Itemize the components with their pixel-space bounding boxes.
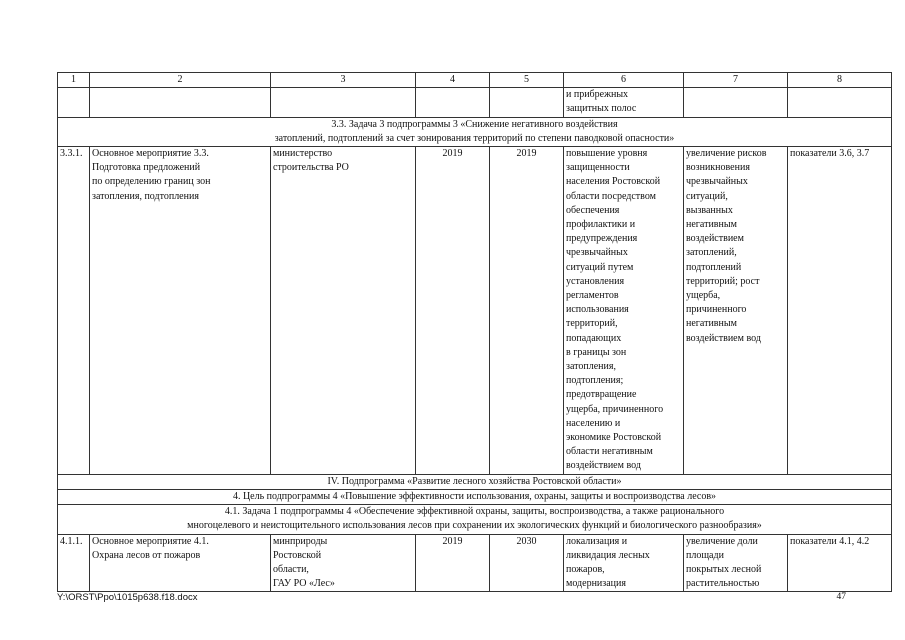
col-num-3: 3 <box>271 73 416 88</box>
expected-result: локализация и ликвидация лесных пожаров, модернизация <box>564 534 684 592</box>
cell <box>271 88 416 117</box>
section-row <box>58 489 892 504</box>
activity-name: Основное мероприятие 3.3. Подготовка предложений по определению границ зон затопления, подтопления <box>90 147 271 475</box>
cell <box>90 88 271 117</box>
indicators: показатели 3.6, 3.7 <box>788 147 892 475</box>
continuation-row <box>58 88 892 117</box>
col-num-2: 2 <box>90 73 271 88</box>
section-4-1-heading: 4.1. Задача 1 подпрограммы 4 «Обеспечение эффективной охраны, защиты, воспроизводства, а также рационального многоцелевого и неистощительного использования лесов при сохранении их экологических функций и биологического разнообразия» <box>58 505 892 534</box>
program-table <box>57 72 892 592</box>
start-year: 2019 <box>416 147 490 475</box>
col-num-1: 1 <box>58 73 90 88</box>
executor: министерство строительства РО <box>271 147 416 475</box>
table-row <box>58 534 892 592</box>
start-year: 2019 <box>416 534 490 592</box>
cell <box>490 88 564 117</box>
cell <box>684 88 788 117</box>
end-year: 2019 <box>490 147 564 475</box>
end-year: 2030 <box>490 534 564 592</box>
activity-name: Основное мероприятие 4.1. Охрана лесов от пожаров <box>90 534 271 592</box>
col-num-6: 6 <box>564 73 684 88</box>
footer-file-path: Y:\ORST\Ppo\1015p638.f18.docx <box>57 592 198 603</box>
consequence: увеличение доли площади покрытых лесной растительностью <box>684 534 788 592</box>
col-num-4: 4 <box>416 73 490 88</box>
col-num-8: 8 <box>788 73 892 88</box>
result-cell: и прибрежных защитных полос <box>564 88 684 117</box>
col-num-7: 7 <box>684 73 788 88</box>
executor: минприроды Ростовской области, ГАУ РО «Лес» <box>271 534 416 592</box>
row-number: 3.3.1. <box>58 147 90 475</box>
consequence: увеличение рисков возникновения чрезвычайных ситуаций, вызванных негативным воздействием затоплений, подтоплений территорий; рост ущерба, причиненного негативным воздействием вод <box>684 147 788 475</box>
row-number: 4.1.1. <box>58 534 90 592</box>
expected-result: повышение уровня защищенности населения Ростовской области посредством обеспечения профилактики и предупреждения чрезвычайных ситуаций путем установления регламентов использования территорий, попадающих в границы зон затопления, подтопления; предотвращение ущерба, причиненного населению и экономике Ростовской области негативным воздействием вод <box>564 147 684 475</box>
indicators: показатели 4.1, 4.2 <box>788 534 892 592</box>
col-num-5: 5 <box>490 73 564 88</box>
page-number: 47 <box>836 592 846 602</box>
cell <box>788 88 892 117</box>
column-number-row <box>58 73 892 88</box>
section-3-3-heading: 3.3. Задача 3 подпрограммы 3 «Снижение негативного воздействия затоплений, подтоплений за счет зонирования территорий по степени паводковой опасности» <box>58 117 892 146</box>
section-row <box>58 117 892 146</box>
subprogram-iv-heading: IV. Подпрограмма «Развитие лесного хозяйства Ростовской области» <box>58 474 892 489</box>
table-row <box>58 147 892 475</box>
goal-4-heading: 4. Цель подпрограммы 4 «Повышение эффективности использования, охраны, защиты и воспроизводства лесов» <box>58 489 892 504</box>
cell <box>416 88 490 117</box>
section-row <box>58 474 892 489</box>
section-row <box>58 505 892 534</box>
cell <box>58 88 90 117</box>
